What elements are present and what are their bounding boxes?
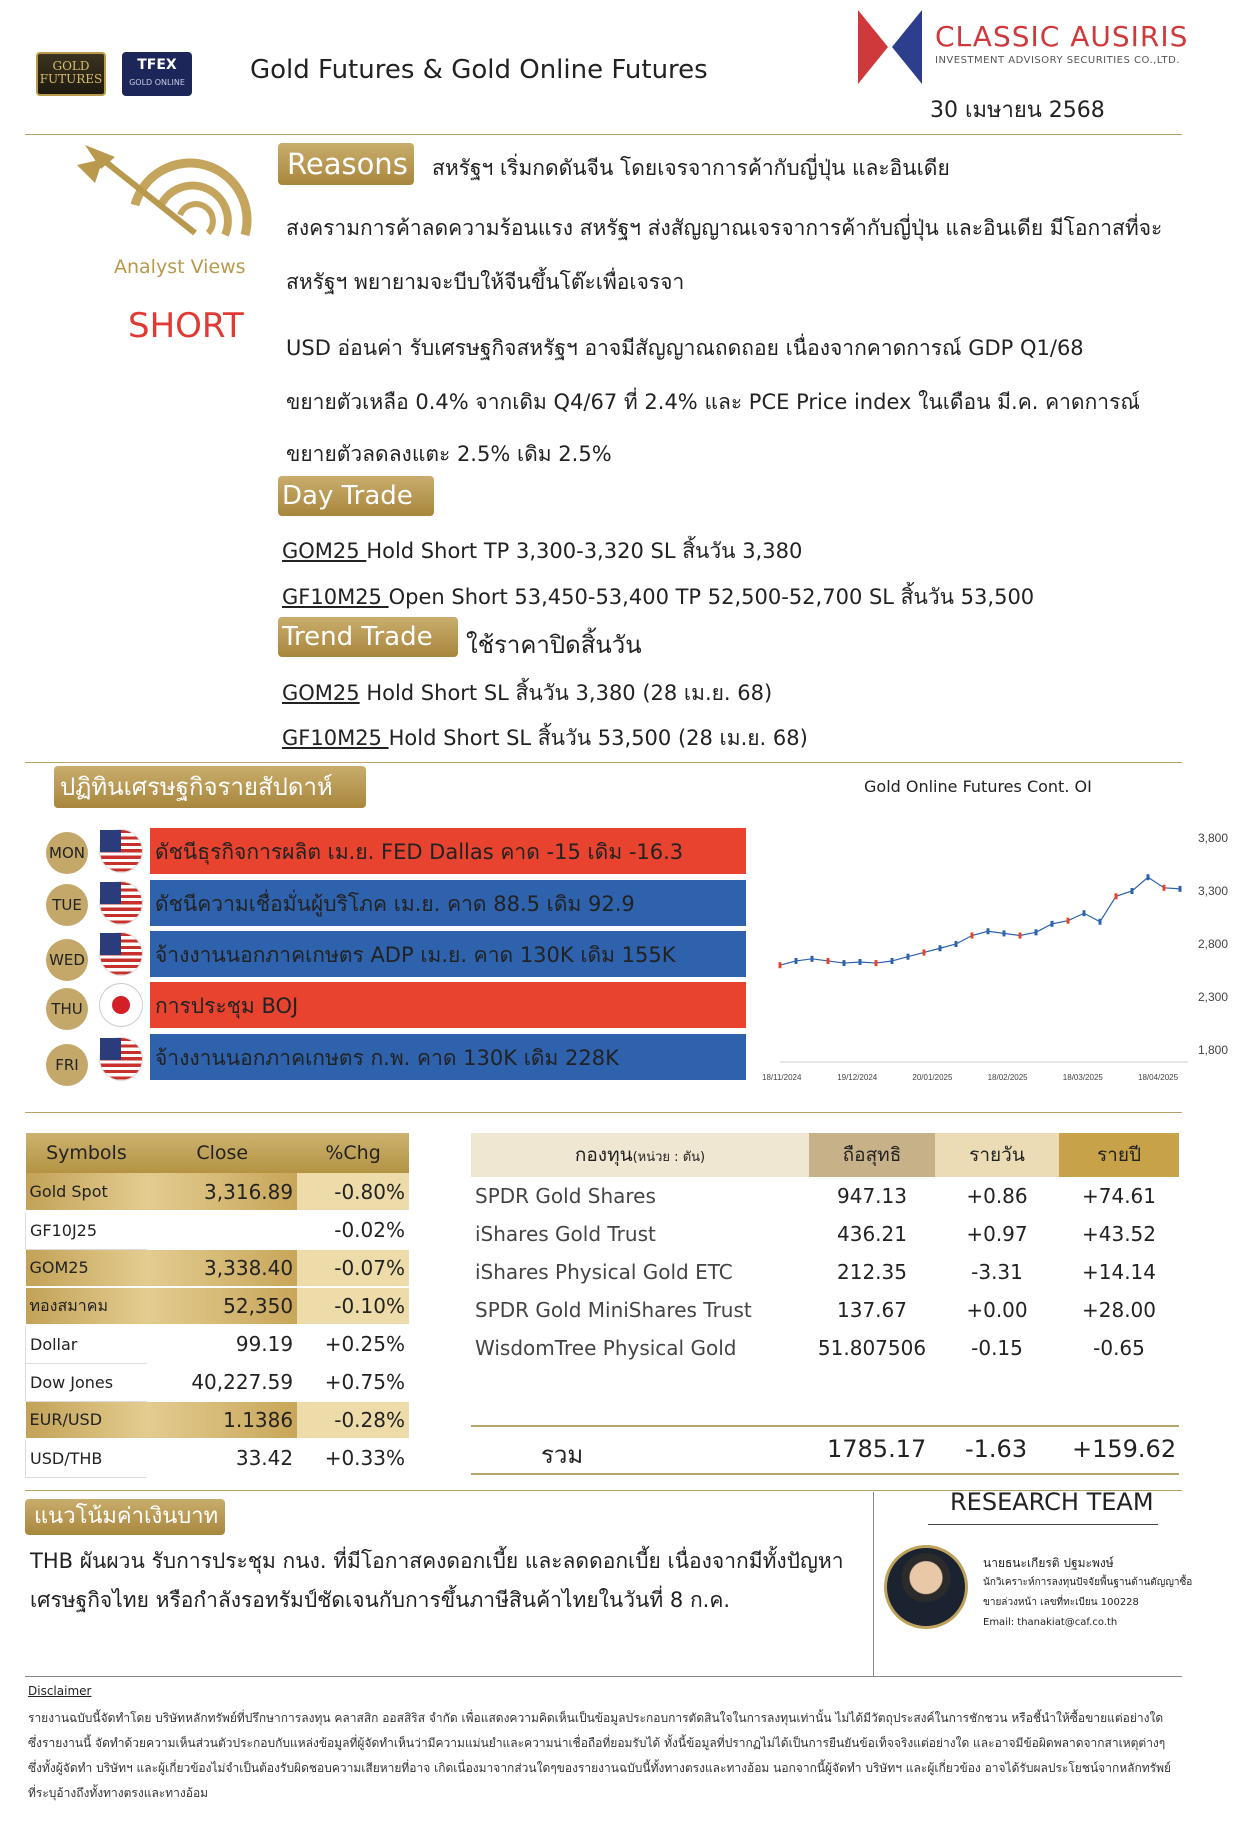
fund-day: +0.97 xyxy=(966,1222,1028,1246)
symbol-name: Gold Spot xyxy=(26,1173,148,1211)
gold-futures-logo: GOLD FUTURES xyxy=(36,52,106,96)
data-point xyxy=(1019,933,1022,939)
gold-etf-table xyxy=(471,1133,1179,1367)
y-tick-label: 1,800 xyxy=(1198,1043,1229,1057)
symbol-row xyxy=(26,1211,410,1249)
analyst-avatar xyxy=(884,1545,968,1629)
symbol-row xyxy=(26,1173,410,1211)
data-point xyxy=(955,941,958,947)
symbol-chg: -0.28% xyxy=(297,1401,409,1439)
report-title: Gold Futures & Gold Online Futures xyxy=(250,55,708,85)
analyst-license: ขายล่วงหน้า เลขที่ทะเบียน 100228 xyxy=(983,1597,1139,1608)
us-flag-icon xyxy=(100,1038,142,1080)
fund-year: +14.14 xyxy=(1081,1260,1156,1284)
fund-name: SPDR Gold MiniShares Trust xyxy=(475,1298,752,1322)
data-point xyxy=(843,960,846,966)
fund-net: 436.21 xyxy=(837,1222,907,1246)
fund-year: +74.61 xyxy=(1081,1184,1156,1208)
symbol-close: 52,350 xyxy=(147,1287,297,1325)
data-point xyxy=(971,933,974,939)
fund-year: +43.52 xyxy=(1081,1222,1156,1246)
data-point xyxy=(811,956,814,962)
day-trade-text: Open Short 53,450-53,400 TP 52,500-52,700 SL สิ้นวัน 53,500 xyxy=(388,585,1035,609)
fund-name: WisdomTree Physical Gold xyxy=(475,1336,737,1360)
data-point xyxy=(827,958,830,964)
fund-name: iShares Physical Gold ETC xyxy=(475,1260,733,1284)
research-team-title: RESEARCH TEAM xyxy=(950,1488,1154,1516)
trend-trade-text: Hold Short SL สิ้นวัน 3,380 (28 เม.ย. 68) xyxy=(359,681,773,705)
data-point xyxy=(939,945,942,951)
calendar-event-wed: จ้างงานนอกภาคเกษตร ADP เม.ย. คาด 130K เดิม 155K xyxy=(150,929,746,977)
data-point xyxy=(1115,893,1118,899)
col-net: ถือสุทธิ xyxy=(809,1133,935,1177)
data-point xyxy=(1083,910,1086,916)
trend-trade-symbol: GF10M25 xyxy=(282,726,389,750)
total-year: +159.62 xyxy=(1072,1435,1177,1463)
data-point xyxy=(923,949,926,955)
y-tick-label: 3,800 xyxy=(1198,831,1229,845)
fund-total-row xyxy=(471,1425,1179,1475)
reasons-line-1: สงครามการค้าลดความร้อนแรง สหรัฐฯ ส่งสัญญาณเจรจาการค้ากับญี่ปุ่น และอินเดีย มีโอกาสที่จะ xyxy=(286,216,1163,240)
x-tick-label: 18/04/2025 xyxy=(1138,1073,1179,1082)
analyst-email: Email: thanakiat@caf.co.th xyxy=(983,1617,1118,1628)
y-tick-label: 3,300 xyxy=(1198,884,1229,898)
x-tick-label: 18/11/2024 xyxy=(762,1073,802,1082)
data-point xyxy=(1147,874,1150,880)
fund-row xyxy=(471,1215,1179,1253)
day-trade-item xyxy=(282,581,1034,614)
col-fund-unit: (หน่วย : ตัน) xyxy=(632,1150,706,1165)
day-trade-symbol: GOM25 xyxy=(282,539,367,563)
symbol-chg: +0.75% xyxy=(297,1363,409,1401)
symbol-chg: -0.80% xyxy=(297,1173,409,1211)
symbols-table xyxy=(25,1133,409,1478)
reasons-headline: สหรัฐฯ เริ่มกดดันจีน โดยเจรจาการค้ากับญี่ปุ่น และอินเดีย xyxy=(432,156,950,180)
x-tick-label: 19/12/2024 xyxy=(837,1073,878,1082)
symbol-chg: +0.25% xyxy=(297,1325,409,1363)
calendar-event-tue: ดัชนีความเชื่อมั่นผู้บริโภค เม.ย. คาด 88.5 เดิม 92.9 xyxy=(150,878,746,926)
day-trade-item xyxy=(282,535,802,568)
position-label: SHORT xyxy=(128,306,244,346)
data-point xyxy=(875,960,878,966)
data-point xyxy=(987,928,990,934)
symbol-close: 3,316.89 xyxy=(147,1173,297,1211)
symbol-row xyxy=(26,1287,410,1325)
us-flag-icon xyxy=(100,882,142,924)
us-flag-icon xyxy=(100,830,142,872)
col-fund-label: กองทุน xyxy=(574,1144,633,1166)
trend-trade-item xyxy=(282,722,808,755)
trend-trade-text: Hold Short SL สิ้นวัน 53,500 (28 เม.ย. 68) xyxy=(388,726,808,750)
reasons-line-3: USD อ่อนค่า รับเศรษฐกิจสหรัฐฯ อาจมีสัญญาณถดถอย เนื่องจากคาดการณ์ GDP Q1/68 xyxy=(286,336,1084,360)
data-point xyxy=(779,962,782,968)
tfex-logo-text: TFEX xyxy=(137,57,177,73)
day-trade-text: Hold Short TP 3,300-3,320 SL สิ้นวัน 3,380 xyxy=(366,539,803,563)
fund-net: 137.67 xyxy=(837,1298,907,1322)
reasons-line-2: สหรัฐฯ พยายามจะบีบให้จีนขึ้นโต๊ะเพื่อเจรจา xyxy=(286,270,685,294)
tfex-logo xyxy=(122,52,192,96)
analyst-info xyxy=(983,1553,1192,1633)
fund-row xyxy=(471,1329,1179,1367)
symbol-name: GOM25 xyxy=(26,1249,148,1287)
col-symbols: Symbols xyxy=(26,1133,148,1173)
data-point xyxy=(1067,918,1070,924)
disclaimer-text: รายงานฉบับนี้จัดทำโดย บริษัทหลักทรัพย์ที่ปรึกษาการลงทุน คลาสสิก ออสสิริส จำกัด เพื่อแสดงความคิดเห็นเป็นข้อมูลประกอบการตัดสินใจในการลงทุนเท่านั้น ไม่ได้มีวัตถุประสงค์ในการชักชวน หรือชี้นำให้ซื้อขายแต่อย่างใด ซึ่งรายงานนี้ จัดทำด้วยความเห็นส่วนตัวประกอบกับแหล่งข้อมูลที่ผู้จัดทำเห็นว่ามีความแม่นยำและความน่าเชื่อถือที่ยอมรับได้ ทั้งนี้ข้อมูลที่ปรากฏไม่ได้เป็นการยืนยันข้อเท็จจริงแต่อย่างใด และอาจมีข้อผิดพลาดจากสาเหตุต่างๆ ซึ่งทั้งผู้จัดทำ บริษัทฯ และผู้เกี่ยวข้องไม่จำเป็นต้องรับผิดชอบความเสียหายที่อาจ เกิดเนื่องมาจากส่วนใดๆของรายงานฉบับนี้ทั้งทางตรงและทางอ้อม นอกจากนี้ผู้จัดทำ บริษัทฯ และผู้เกี่ยวข้อง อาจได้รับผลประโยชน์จากหลักทรัพย์ที่ระบุอ้างถึงทั้งทางตรงและทางอ้อม xyxy=(28,1711,1172,1800)
x-tick-label: 18/02/2025 xyxy=(987,1073,1028,1082)
col-year: รายปี xyxy=(1059,1133,1179,1177)
fund-name: iShares Gold Trust xyxy=(475,1222,656,1246)
fund-day: -0.15 xyxy=(971,1336,1023,1360)
total-day: -1.63 xyxy=(965,1435,1028,1463)
trend-trade-tag: Trend Trade xyxy=(278,617,458,657)
fund-net: 947.13 xyxy=(837,1184,907,1208)
day-trade-tag: Day Trade xyxy=(278,476,434,516)
japan-flag-icon xyxy=(100,984,142,1026)
symbol-chg: -0.02% xyxy=(297,1211,409,1249)
economic-calendar-tag: ปฏิทินเศรษฐกิจรายสัปดาห์ xyxy=(54,766,366,808)
symbol-row xyxy=(26,1249,410,1287)
fund-row xyxy=(471,1291,1179,1329)
data-point xyxy=(795,958,798,964)
symbol-close: 1.1386 xyxy=(147,1401,297,1439)
symbol-chg: +0.33% xyxy=(297,1439,409,1477)
data-point xyxy=(907,954,910,960)
section-divider xyxy=(25,1112,1182,1113)
trend-trade-note: ใช้ราคาปิดสิ้นวัน xyxy=(466,631,642,659)
symbol-close: 33.42 xyxy=(147,1439,297,1477)
col-fund xyxy=(471,1133,809,1177)
classic-ausiris-logo-icon xyxy=(858,10,922,84)
symbol-close: 40,227.59 xyxy=(147,1363,297,1401)
symbol-name: GF10J25 xyxy=(26,1211,148,1249)
symbol-close xyxy=(147,1211,297,1249)
baht-line-1: THB ผันผวน รับการประชุม กนง. ที่มีโอกาสคงดอกเบี้ย และลดดอกเบี้ย เนื่องจากมีทั้งปัญหา xyxy=(30,1549,844,1573)
col-chg: %Chg xyxy=(297,1133,409,1173)
company-name: CLASSIC AUSIRIS xyxy=(935,20,1189,53)
fund-row xyxy=(471,1253,1179,1291)
analyst-views-label: Analyst Views xyxy=(114,256,246,278)
data-point xyxy=(1163,885,1166,891)
day-badge-wed: WED xyxy=(46,939,88,981)
data-point xyxy=(891,958,894,964)
analyst-name: นายธนะเกียรติ ปฐมะพงษ์ xyxy=(983,1556,1114,1570)
data-point xyxy=(1051,921,1054,927)
baht-outlook-tag: แนวโน้มค่าเงินบาท xyxy=(25,1499,225,1535)
calendar-event-fri: จ้างงานนอกภาคเกษตร ก.พ. คาด 130K เดิม 228K xyxy=(150,1032,746,1080)
reasons-tag: Reasons xyxy=(278,143,414,185)
reasons-line-4: ขยายตัวเหลือ 0.4% จากเดิม Q4/67 ที่ 2.4% และ PCE Price index ในเดือน มี.ค. คาดการณ์ xyxy=(286,390,1140,414)
day-badge-tue: TUE xyxy=(46,884,88,926)
fund-net: 51.807506 xyxy=(817,1336,927,1360)
fund-name: SPDR Gold Shares xyxy=(475,1184,656,1208)
series-line xyxy=(780,877,1180,965)
oi-line-chart xyxy=(762,810,1230,1110)
data-point xyxy=(1131,888,1134,894)
fund-day: +0.00 xyxy=(966,1298,1028,1322)
calendar-event-thu: การประชุม BOJ xyxy=(150,980,746,1028)
symbol-chg: -0.10% xyxy=(297,1287,409,1325)
data-point xyxy=(1179,886,1182,892)
fund-day: +0.86 xyxy=(966,1184,1028,1208)
day-badge-thu: THU xyxy=(46,988,88,1030)
symbol-close: 3,338.40 xyxy=(147,1249,297,1287)
x-tick-label: 20/01/2025 xyxy=(912,1073,953,1082)
symbol-name: EUR/USD xyxy=(26,1401,148,1439)
day-badge-mon: MON xyxy=(46,832,88,874)
research-title-underline xyxy=(928,1524,1158,1525)
us-flag-icon xyxy=(100,933,142,975)
data-point xyxy=(859,959,862,965)
baht-line-2: เศรษฐกิจไทย หรือกำลังรอทรัมป์ชัดเจนกับการขึ้นภาษีสินค้าไทยในวันที่ 8 ก.ค. xyxy=(30,1588,731,1612)
day-trade-symbol: GF10M25 xyxy=(282,585,389,609)
chart-title: Gold Online Futures Cont. OI xyxy=(864,777,1092,796)
symbol-row xyxy=(26,1325,410,1363)
y-tick-label: 2,300 xyxy=(1198,990,1229,1004)
header-divider xyxy=(25,134,1182,135)
symbol-name: Dollar xyxy=(26,1325,148,1363)
fund-row xyxy=(471,1177,1179,1215)
fund-net: 212.35 xyxy=(837,1260,907,1284)
fund-year: -0.65 xyxy=(1093,1336,1145,1360)
research-divider xyxy=(873,1492,874,1676)
symbol-row xyxy=(26,1401,410,1439)
day-badge-fri: FRI xyxy=(46,1044,88,1086)
data-point xyxy=(1035,929,1038,935)
symbol-chg: -0.07% xyxy=(297,1249,409,1287)
col-close: Close xyxy=(147,1133,297,1173)
total-net: 1785.17 xyxy=(827,1435,927,1463)
symbol-name: USD/THB xyxy=(26,1439,148,1477)
data-point xyxy=(1003,930,1006,936)
analyst-position: นักวิเคราะห์การลงทุนปัจจัยพื้นฐานด้านตัญญาซื้อ xyxy=(983,1577,1193,1588)
total-label: รวม xyxy=(541,1441,584,1469)
y-tick-label: 2,800 xyxy=(1198,937,1229,951)
reasons-line-5: ขยายตัวลดลงแตะ 2.5% เดิม 2.5% xyxy=(286,442,612,466)
symbol-name: Dow Jones xyxy=(26,1363,148,1401)
section-divider xyxy=(25,762,1182,763)
fund-day: -3.31 xyxy=(971,1260,1023,1284)
calendar-event-mon: ดัชนีธุรกิจการผลิต เม.ย. FED Dallas คาด -15 เดิม -16.3 xyxy=(150,826,746,874)
symbol-close: 99.19 xyxy=(147,1325,297,1363)
col-day: รายวัน xyxy=(935,1133,1059,1177)
symbol-row xyxy=(26,1439,410,1477)
disclaimer-title: Disclaimer xyxy=(28,1684,92,1698)
trend-trade-symbol: GOM25 xyxy=(282,681,360,705)
trend-trade-item xyxy=(282,677,772,710)
symbol-name: ทองสมาคม xyxy=(26,1287,148,1325)
report-date: 30 เมษายน 2568 xyxy=(930,98,1105,123)
fund-year: +28.00 xyxy=(1081,1298,1156,1322)
data-point xyxy=(1099,919,1102,925)
symbol-row xyxy=(26,1363,410,1401)
x-tick-label: 18/03/2025 xyxy=(1062,1073,1103,1082)
company-subtitle: INVESTMENT ADVISORY SECURITIES CO.,LTD. xyxy=(935,55,1180,66)
footer-divider xyxy=(25,1676,1182,1677)
tfex-logo-sub: GOLD ONLINE xyxy=(129,78,185,87)
